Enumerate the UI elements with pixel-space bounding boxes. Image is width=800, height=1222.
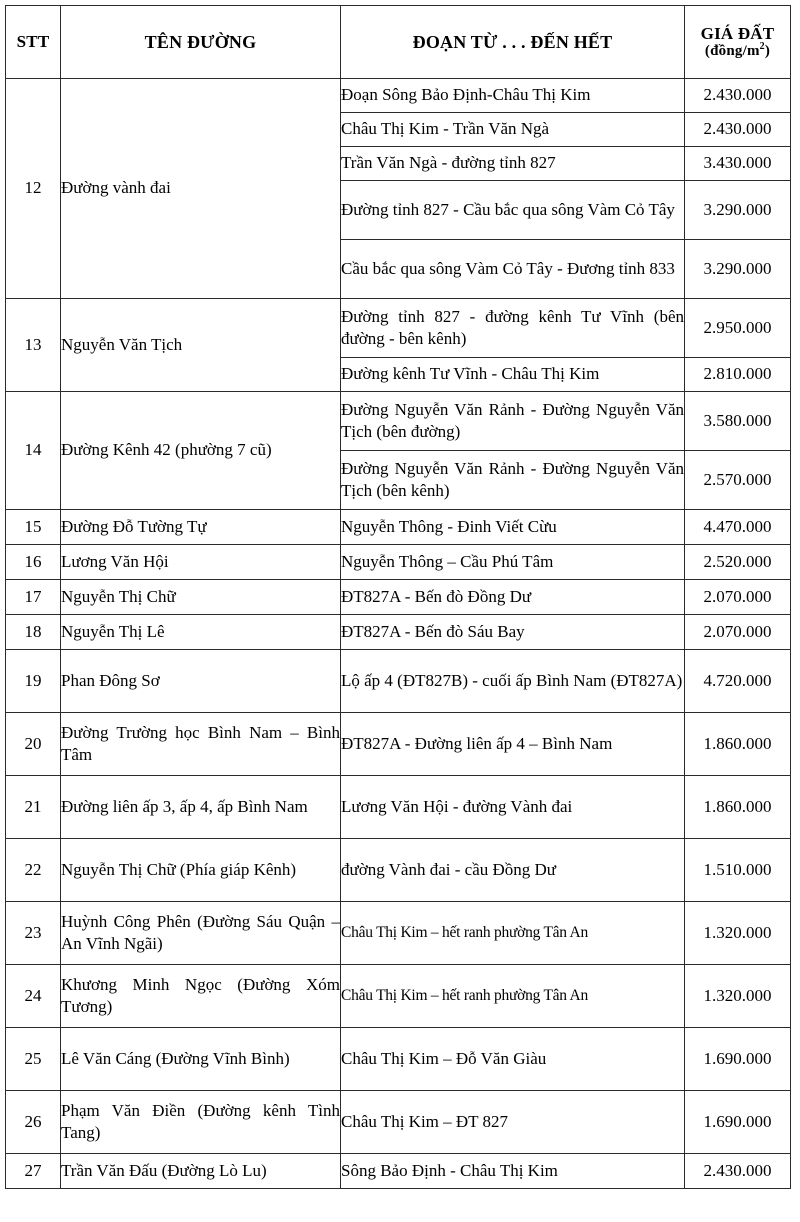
cell-segment: ĐT827A - Đường liên ấp 4 – Bình Nam xyxy=(341,713,685,776)
cell-street-name: Khương Minh Ngọc (Đường Xóm Tương) xyxy=(61,965,341,1028)
column-header-price xyxy=(685,6,791,79)
cell-stt: 19 xyxy=(6,650,61,713)
table-row xyxy=(6,510,791,545)
cell-price: 2.430.000 xyxy=(685,79,791,113)
cell-segment: Châu Thị Kim – Đỗ Văn Giàu xyxy=(341,1028,685,1091)
cell-stt: 27 xyxy=(6,1154,61,1189)
table-row xyxy=(6,902,791,965)
cell-street-name: Lương Văn Hội xyxy=(61,545,341,580)
cell-price: 2.430.000 xyxy=(685,113,791,147)
table-header xyxy=(6,6,791,79)
cell-price: 1.320.000 xyxy=(685,902,791,965)
table-row xyxy=(6,965,791,1028)
cell-segment: Đường tỉnh 827 - đường kênh Tư Vĩnh (bên đường - bên kênh) xyxy=(341,299,685,358)
cell-street-name: Đường vành đai xyxy=(61,79,341,299)
cell-price: 3.290.000 xyxy=(685,181,791,240)
cell-stt: 16 xyxy=(6,545,61,580)
cell-segment: Đường tỉnh 827 - Cầu bắc qua sông Vàm Cỏ Tây xyxy=(341,181,685,240)
table-row xyxy=(6,650,791,713)
cell-segment: Nguyễn Thông - Đinh Viết Cừu xyxy=(341,510,685,545)
table-row xyxy=(6,545,791,580)
header-row xyxy=(6,6,791,79)
cell-price: 2.520.000 xyxy=(685,545,791,580)
cell-stt: 20 xyxy=(6,713,61,776)
cell-segment: Trần Văn Ngà - đường tỉnh 827 xyxy=(341,147,685,181)
cell-price: 4.470.000 xyxy=(685,510,791,545)
cell-stt: 25 xyxy=(6,1028,61,1091)
cell-stt: 22 xyxy=(6,839,61,902)
price-header-unit xyxy=(685,43,790,60)
cell-price: 2.070.000 xyxy=(685,615,791,650)
cell-price: 1.860.000 xyxy=(685,776,791,839)
table-body xyxy=(6,79,791,1189)
cell-stt: 26 xyxy=(6,1091,61,1154)
cell-street-name: Đường Trường học Bình Nam – Bình Tâm xyxy=(61,713,341,776)
cell-price: 4.720.000 xyxy=(685,650,791,713)
cell-street-name: Đường Đỗ Tường Tự xyxy=(61,510,341,545)
column-header-segment: ĐOẠN TỪ . . . ĐẾN HẾT xyxy=(341,6,685,79)
cell-price: 1.690.000 xyxy=(685,1028,791,1091)
cell-street-name: Nguyễn Thị Chữ (Phía giáp Kênh) xyxy=(61,839,341,902)
cell-street-name: Lê Văn Cáng (Đường Vĩnh Bình) xyxy=(61,1028,341,1091)
cell-stt: 24 xyxy=(6,965,61,1028)
column-header-stt: STT xyxy=(6,6,61,79)
table-row xyxy=(6,1028,791,1091)
table-row xyxy=(6,580,791,615)
cell-stt: 21 xyxy=(6,776,61,839)
table-row xyxy=(6,1091,791,1154)
table-row xyxy=(6,79,791,113)
cell-segment: Châu Thị Kim – hết ranh phường Tân An xyxy=(341,965,685,1028)
cell-segment: Đường Nguyễn Văn Rảnh - Đường Nguyễn Văn Tịch (bên đường) xyxy=(341,392,685,451)
price-unit-superscript: 2 xyxy=(759,41,765,53)
cell-price: 2.810.000 xyxy=(685,358,791,392)
cell-segment: Lương Văn Hội - đường Vành đai xyxy=(341,776,685,839)
land-price-table xyxy=(5,5,791,1189)
table-row xyxy=(6,392,791,451)
cell-segment: Đường kênh Tư Vĩnh - Châu Thị Kim xyxy=(341,358,685,392)
cell-price: 1.690.000 xyxy=(685,1091,791,1154)
cell-street-name: Huỳnh Công Phên (Đường Sáu Quận – An Vĩnh Ngãi) xyxy=(61,902,341,965)
cell-street-name: Đường liên ấp 3, ấp 4, ấp Bình Nam xyxy=(61,776,341,839)
cell-price: 3.290.000 xyxy=(685,240,791,299)
cell-segment: Nguyễn Thông – Cầu Phú Tâm xyxy=(341,545,685,580)
cell-segment: Đường Nguyễn Văn Rảnh - Đường Nguyễn Văn Tịch (bên kênh) xyxy=(341,451,685,510)
cell-price: 3.430.000 xyxy=(685,147,791,181)
cell-stt: 14 xyxy=(6,392,61,510)
cell-price: 2.070.000 xyxy=(685,580,791,615)
cell-stt: 18 xyxy=(6,615,61,650)
cell-segment: Đoạn Sông Bảo Định-Châu Thị Kim xyxy=(341,79,685,113)
cell-stt: 17 xyxy=(6,580,61,615)
cell-price: 1.510.000 xyxy=(685,839,791,902)
table-row xyxy=(6,713,791,776)
cell-street-name: Đường Kênh 42 (phường 7 cũ) xyxy=(61,392,341,510)
cell-segment: Lộ ấp 4 (ĐT827B) - cuối ấp Bình Nam (ĐT827A) xyxy=(341,650,685,713)
cell-street-name: Phạm Văn Điền (Đường kênh Tình Tang) xyxy=(61,1091,341,1154)
table-row xyxy=(6,1154,791,1189)
cell-segment: Châu Thị Kim – hết ranh phường Tân An xyxy=(341,902,685,965)
price-unit-prefix: (đồng/m xyxy=(704,43,760,60)
cell-price: 1.320.000 xyxy=(685,965,791,1028)
cell-street-name: Nguyễn Văn Tịch xyxy=(61,299,341,392)
cell-segment: đường Vành đai - cầu Đồng Dư xyxy=(341,839,685,902)
price-unit-suffix: ) xyxy=(764,43,771,60)
table-row xyxy=(6,776,791,839)
cell-stt: 12 xyxy=(6,79,61,299)
cell-price: 1.860.000 xyxy=(685,713,791,776)
cell-street-name: Trần Văn Đấu (Đường Lò Lu) xyxy=(61,1154,341,1189)
cell-segment: ĐT827A - Bến đò Đồng Dư xyxy=(341,580,685,615)
cell-segment: Sông Bảo Định - Châu Thị Kim xyxy=(341,1154,685,1189)
cell-stt: 13 xyxy=(6,299,61,392)
cell-street-name: Nguyễn Thị Chữ xyxy=(61,580,341,615)
cell-street-name: Phan Đông Sơ xyxy=(61,650,341,713)
table-row xyxy=(6,839,791,902)
cell-stt: 15 xyxy=(6,510,61,545)
cell-segment: Châu Thị Kim - Trần Văn Ngà xyxy=(341,113,685,147)
cell-segment: Cầu bắc qua sông Vàm Cỏ Tây - Đương tỉnh 833 xyxy=(341,240,685,299)
cell-street-name: Nguyễn Thị Lê xyxy=(61,615,341,650)
table-row xyxy=(6,299,791,358)
cell-segment: ĐT827A - Bến đò Sáu Bay xyxy=(341,615,685,650)
cell-price: 2.430.000 xyxy=(685,1154,791,1189)
cell-stt: 23 xyxy=(6,902,61,965)
cell-price: 2.950.000 xyxy=(685,299,791,358)
column-header-street-name: TÊN ĐƯỜNG xyxy=(61,6,341,79)
table-row xyxy=(6,615,791,650)
cell-segment: Châu Thị Kim – ĐT 827 xyxy=(341,1091,685,1154)
cell-price: 3.580.000 xyxy=(685,392,791,451)
cell-price: 2.570.000 xyxy=(685,451,791,510)
price-header-main: GIÁ ĐẤT xyxy=(700,24,775,44)
